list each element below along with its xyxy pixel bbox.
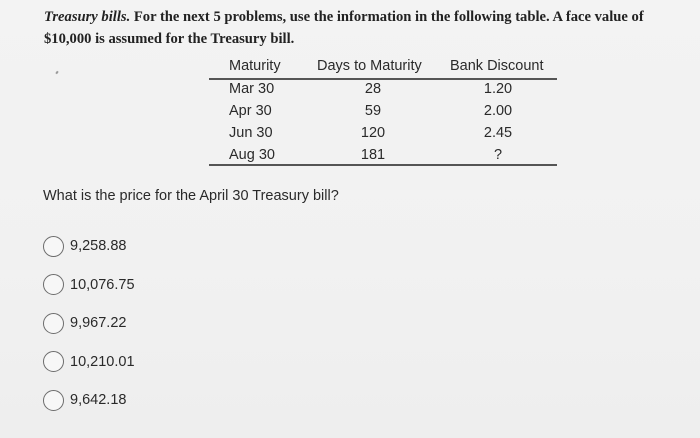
answer-option-label: 10,076.75 (70, 276, 135, 293)
answer-option-label: 9,642.18 (70, 392, 127, 408)
answer-option-1[interactable] (43, 233, 126, 259)
cell-days: 181 (360, 147, 386, 163)
stray-mark (55, 71, 58, 75)
radio-button[interactable] (43, 236, 64, 257)
cell-days: 59 (364, 103, 382, 119)
table-row (207, 100, 557, 122)
header-discount: Bank Discount (450, 58, 544, 74)
answer-option-label: 9,967.22 (70, 315, 127, 331)
radio-button[interactable] (43, 390, 64, 411)
cell-maturity: Jun 30 (229, 125, 273, 141)
table-row (207, 144, 557, 166)
cell-discount: 1.20 (483, 81, 513, 97)
table-row (207, 78, 557, 100)
cell-discount: 2.00 (483, 103, 513, 119)
cell-days: 120 (360, 125, 386, 141)
answer-option-label: 9,258.88 (70, 238, 127, 254)
answer-option-5[interactable] (43, 387, 126, 413)
cell-maturity: Apr 30 (229, 103, 272, 119)
table-row (207, 122, 557, 144)
cell-discount: 2.45 (483, 125, 513, 141)
header-days: Days to Maturity (317, 58, 422, 74)
radio-button[interactable] (43, 274, 64, 295)
radio-button[interactable] (43, 351, 64, 372)
answer-option-4[interactable] (43, 349, 135, 375)
treasury-table (207, 55, 557, 166)
header-maturity: Maturity (229, 58, 281, 74)
answer-option-label: 10,210.01 (70, 353, 135, 370)
cell-maturity: Aug 30 (229, 147, 275, 163)
intro-text: For the next 5 problems, use the information in the following table. A face value of $10,000 is assumed for the Treasury bill. (44, 9, 644, 47)
table-bottom-rule (209, 164, 557, 166)
problem-intro (44, 6, 692, 50)
intro-lead: Treasury bills. (44, 9, 131, 25)
cell-discount: ? (493, 147, 503, 163)
cell-maturity: Mar 30 (229, 81, 275, 97)
question-text: What is the price for the April 30 Treasury bill? (43, 188, 339, 204)
answer-option-3[interactable] (43, 310, 126, 336)
table-header-row (207, 55, 557, 77)
radio-button[interactable] (43, 313, 64, 334)
cell-days: 28 (364, 81, 382, 97)
answer-option-2[interactable] (43, 272, 135, 298)
